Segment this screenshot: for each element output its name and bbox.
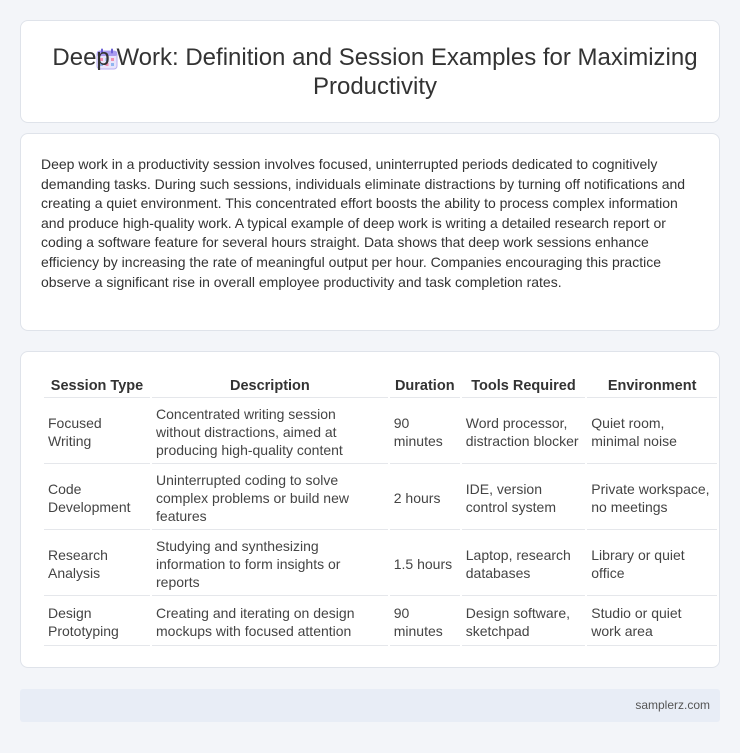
cell-session-type: Code Development (44, 466, 150, 530)
cell-description: Concentrated writing session without distractions, aimed at producing high-quality content (152, 400, 388, 464)
cell-tools: Laptop, research databases (462, 532, 586, 596)
header-tools: Tools Required (462, 375, 586, 398)
cell-environment: Private workspace, no meetings (587, 466, 717, 530)
cell-session-type: Design Prototyping (44, 598, 150, 646)
cell-tools: IDE, version control system (462, 466, 586, 530)
table-card (20, 351, 720, 668)
cell-description: Creating and iterating on design mockups with focused attention (152, 598, 388, 646)
cell-duration: 90 minutes (390, 400, 460, 464)
cell-tools: Design software, sketchpad (462, 598, 586, 646)
cell-environment: Studio or quiet work area (587, 598, 717, 646)
header-session-type: Session Type (44, 375, 150, 398)
cell-duration: 2 hours (390, 466, 460, 530)
table-row (44, 466, 717, 530)
header-environment: Environment (587, 375, 717, 398)
cell-duration: 1.5 hours (390, 532, 460, 596)
intro-card (20, 133, 720, 331)
header-duration: Duration (390, 375, 460, 398)
sessions-table (42, 373, 719, 648)
footer (20, 689, 720, 722)
cell-description: Uninterrupted coding to solve complex problems or build new features (152, 466, 388, 530)
cell-duration: 90 minutes (390, 598, 460, 646)
cell-environment: Quiet room, minimal noise (587, 400, 717, 464)
table-row (44, 400, 717, 464)
cell-environment: Library or quiet office (587, 532, 717, 596)
header-description: Description (152, 375, 388, 398)
table-row (44, 598, 717, 646)
cell-tools: Word processor, distraction blocker (462, 400, 586, 464)
cell-session-type: Focused Writing (44, 400, 150, 464)
title-card (20, 20, 720, 123)
cell-session-type: Research Analysis (44, 532, 150, 596)
footer-site-link[interactable]: samplerz.com (635, 698, 710, 712)
page-title: Deep Work: Definition and Session Examples for Maximizing Productivity (52, 44, 698, 100)
cell-description: Studying and synthesizing information to form insights or reports (152, 532, 388, 596)
table-row (44, 532, 717, 596)
intro-paragraph: Deep work in a productivity session involves focused, uninterrupted periods dedicated to cognitively demanding tasks. During such sessions, individuals eliminate distractions by turning off notifications and creating a quiet environment. This concentrated effort boosts the ability to process complex information and produce high-quality work. A typical example of deep work is writing a detailed research report or coding a software feature for several hours straight. Data shows that deep work sessions enhance efficiency by increasing the rate of meaningful output per hour. Companies encouraging this practice observe a significant rise in overall employee productivity and task completion rates. (41, 156, 686, 290)
table-header-row (44, 375, 717, 398)
